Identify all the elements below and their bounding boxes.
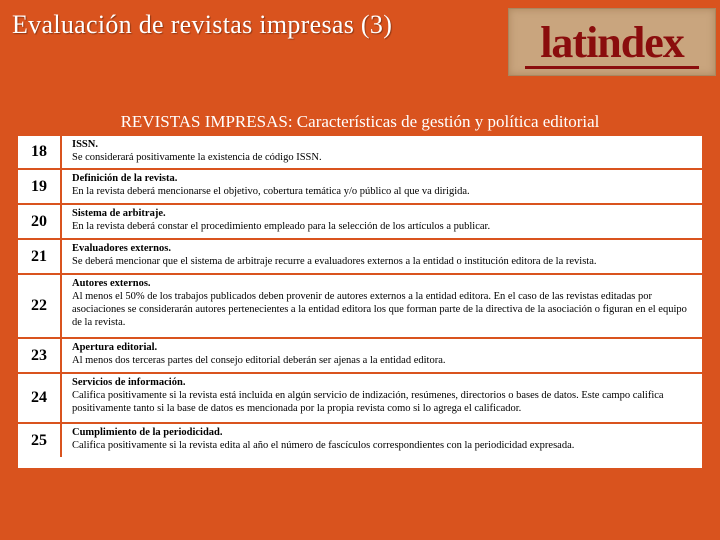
- row-description: Al menos dos terceras partes del consejo editorial deberán ser ajenas a la entidad editora.: [72, 355, 446, 366]
- row-description: Califica positivamente si la revista edita al año el número de fascículos correspondientes con la periodicidad expresada.: [72, 440, 575, 451]
- row-description: Califica positivamente si la revista está incluida en algún servicio de indización, resúmenes, directorios o bases de datos. Este campo califica positivamente tanto si la base de datos es mencionada por la propia revista como si lo agrega el calificador.: [72, 390, 664, 414]
- row-content: [62, 275, 702, 337]
- row-title: ISSN.: [72, 139, 98, 150]
- row-content: [62, 136, 702, 168]
- row-description: Se considerará positivamente la existencia de código ISSN.: [72, 152, 322, 163]
- row-title: Sistema de arbitraje.: [72, 208, 166, 219]
- row-content: [62, 374, 702, 422]
- logo-text: latindex: [540, 17, 684, 67]
- row-description: Al menos el 50% de los trabajos publicados deben provenir de autores externos a la entidad editora. En el caso de las revistas editadas por asociaciones se considerarán autores pertenecientes a la entidad editora los que forman parte de la directiva de la asociación o figuran en el equipo de la revista.: [72, 291, 687, 328]
- row-title: Cumplimiento de la periodicidad.: [72, 427, 223, 438]
- table-rows: [18, 136, 702, 457]
- criteria-table: [18, 108, 702, 468]
- row-number: 18: [18, 136, 62, 168]
- row-description: En la revista deberá mencionarse el objetivo, cobertura temática y/o público al que va dirigida.: [72, 186, 470, 197]
- row-title: Servicios de información.: [72, 377, 186, 388]
- row-content: [62, 170, 702, 203]
- row-description: En la revista deberá constar el procedimiento empleado para la selección de los artículos a publicar.: [72, 221, 491, 232]
- row-content: [62, 339, 702, 372]
- row-title: Apertura editorial.: [72, 342, 158, 353]
- row-title: Definición de la revista.: [72, 173, 178, 184]
- row-number: 23: [18, 339, 62, 372]
- slide-title: Evaluación de revistas impresas (3): [12, 10, 393, 39]
- row-content: [62, 240, 702, 273]
- row-title: Evaluadores externos.: [72, 243, 171, 254]
- row-content: [62, 424, 702, 457]
- row-title: Autores externos.: [72, 278, 151, 289]
- table-row: [18, 170, 702, 205]
- logo-underline: [525, 66, 699, 69]
- row-number: 24: [18, 374, 62, 422]
- row-description: Se deberá mencionar que el sistema de arbitraje recurre a evaluadores externos a la entidad o institución editora de la revista.: [72, 256, 597, 267]
- row-number: 20: [18, 205, 62, 238]
- table-row: [18, 424, 702, 457]
- table-row: [18, 240, 702, 275]
- table-row: [18, 374, 702, 424]
- table-row: [18, 275, 702, 339]
- row-number: 25: [18, 424, 62, 457]
- row-number: 19: [18, 170, 62, 203]
- row-number: 21: [18, 240, 62, 273]
- table-header: REVISTAS IMPRESAS: Características de gestión y política editorial: [18, 108, 702, 136]
- row-number: 22: [18, 275, 62, 337]
- latindex-logo: [508, 8, 716, 76]
- table-row: [18, 339, 702, 374]
- row-content: [62, 205, 702, 238]
- table-row: [18, 136, 702, 170]
- table-row: [18, 205, 702, 240]
